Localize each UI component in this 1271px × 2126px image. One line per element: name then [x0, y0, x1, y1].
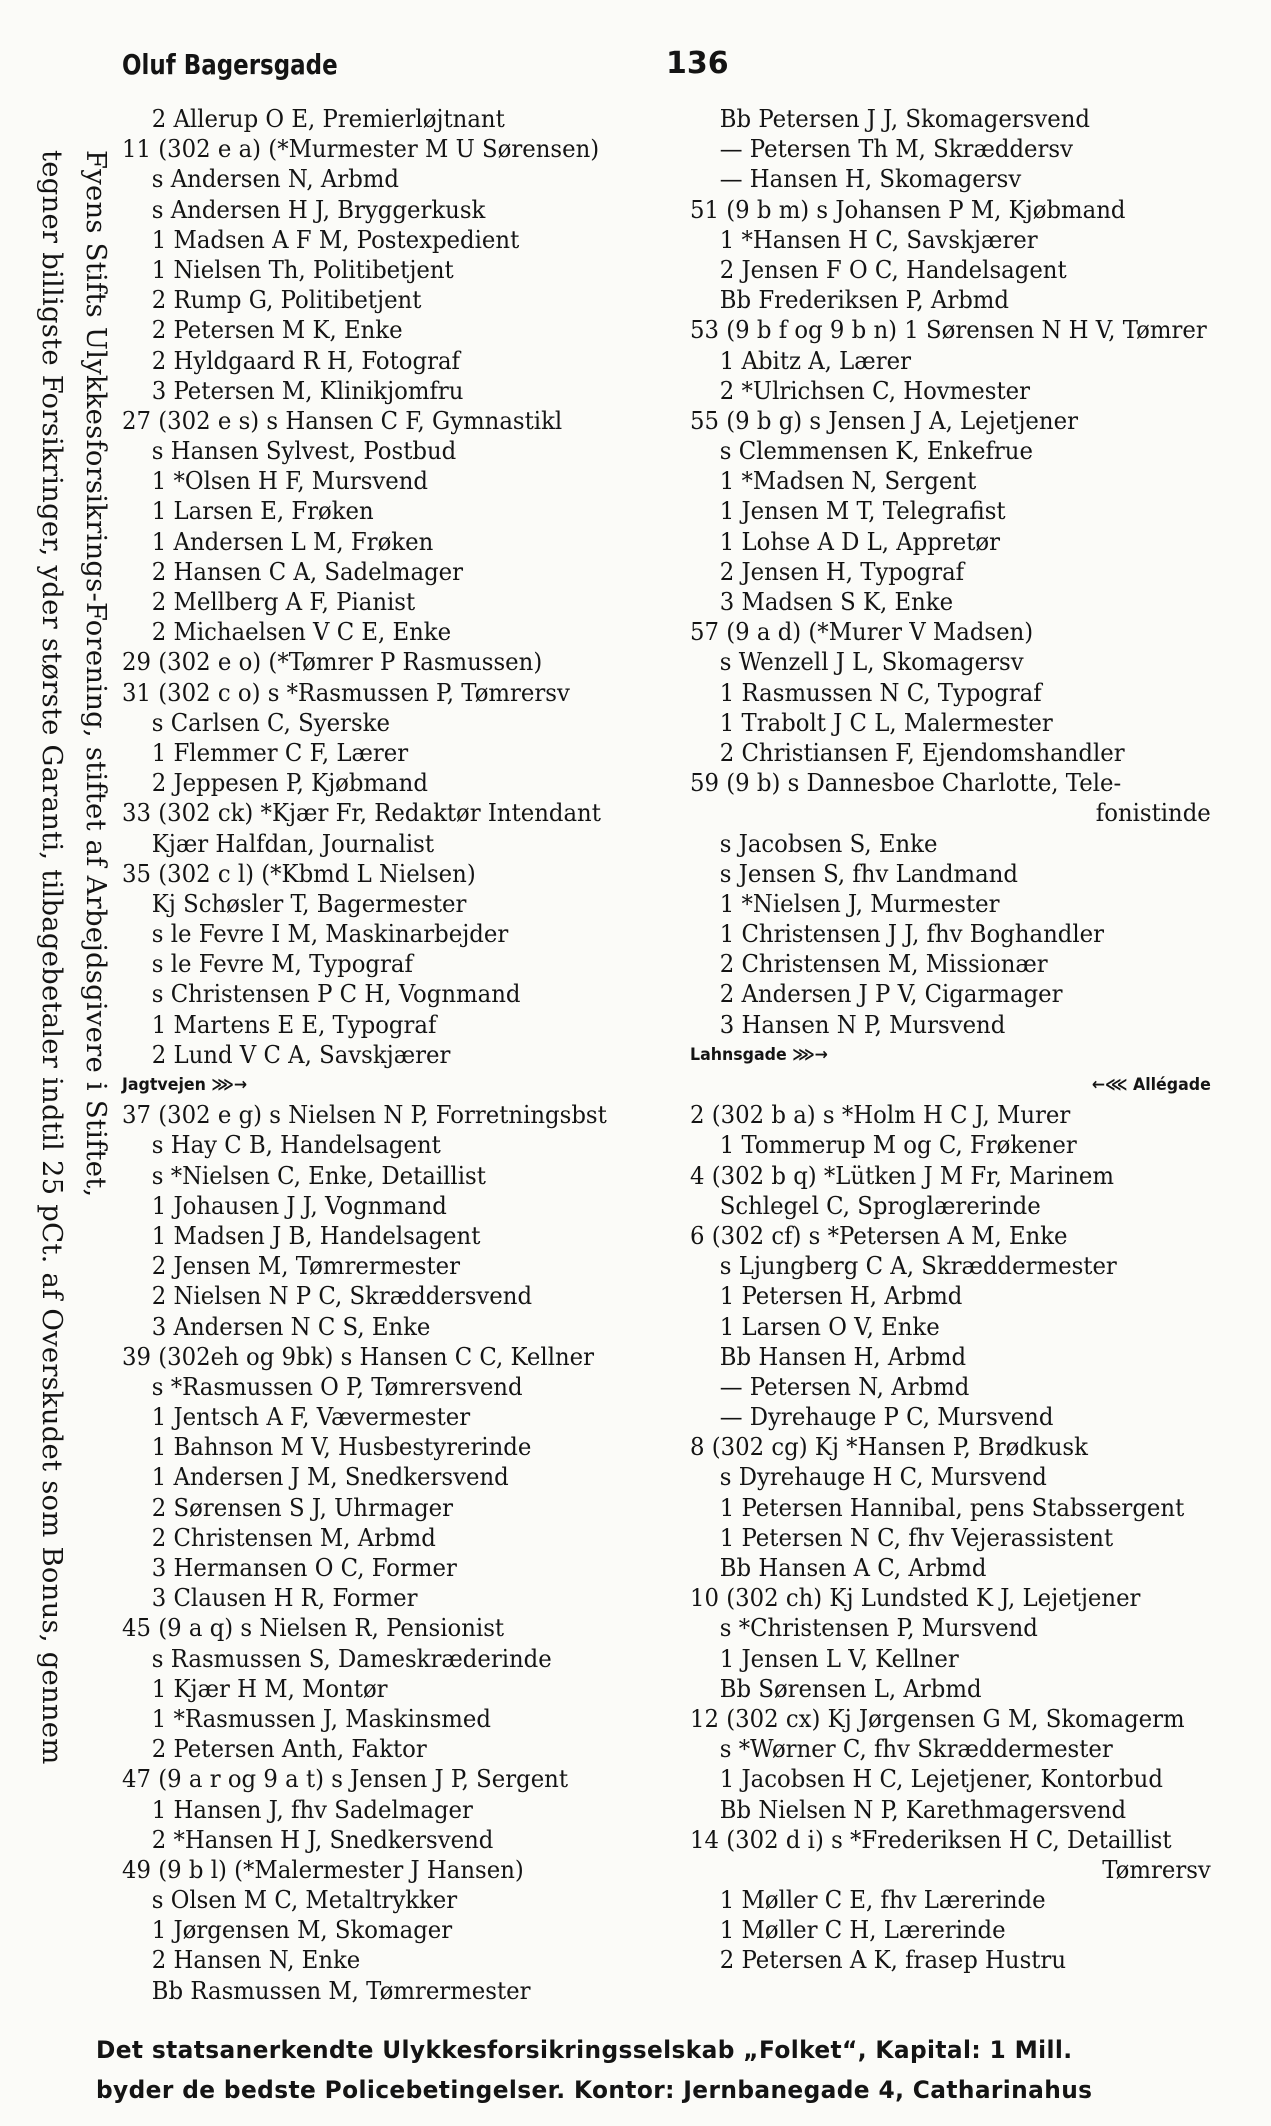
directory-entry: 2 Nielsen N P C, Skræddersvend — [151, 1281, 533, 1311]
directory-entry: 1 Lohse A D L, Appretør — [719, 526, 1001, 556]
directory-entry: s *Rasmussen O P, Tømrersvend — [151, 1371, 523, 1401]
directory-entry: 2 Hansen C A, Sadelmager — [151, 556, 464, 586]
directory-entry: 3 Clausen H R, Former — [151, 1583, 418, 1613]
directory-entry: 2 Christensen M, Missionær — [719, 949, 1048, 979]
directory-entry: s *Wørner C, fhv Skræddermester — [719, 1734, 1113, 1764]
directory-entry: Bb Nielsen N P, Karethmagersvend — [719, 1794, 1127, 1824]
directory-entry: 37 (302 e g) s Nielsen N P, Forretningsbst — [122, 1100, 607, 1130]
directory-entry: s Clemmensen K, Enkefrue — [719, 436, 1033, 466]
directory-entry: 1 Martens E E, Typograf — [151, 1009, 437, 1039]
directory-entry: 35 (302 c l) (*Kbmd L Nielsen) — [122, 858, 476, 888]
directory-entry: 2 Petersen A K, frasep Hustru — [719, 1945, 1067, 1975]
directory-entry: 1 Andersen J M, Snedkersvend — [151, 1462, 509, 1492]
directory-entry: 2 Jensen M, Tømrermester — [151, 1251, 461, 1281]
directory-entry: s Hansen Sylvest, Postbud — [151, 436, 457, 466]
directory-entry: 2 Jensen F O C, Handelsagent — [719, 254, 1067, 284]
directory-entry: 2 Hansen N, Enke — [151, 1945, 361, 1975]
directory-entry: 12 (302 cx) Kj Jørgensen G M, Skomagerm — [690, 1703, 1185, 1733]
directory-entry: 2 Allerup O E, Premierløjtnant — [151, 104, 505, 133]
directory-entry: 2 Hyldgaard R H, Fotograf — [151, 345, 460, 375]
directory-entry: 51 (9 b m) s Johansen P M, Kjøbmand — [690, 194, 1126, 224]
directory-entry: 4 (302 b q) *Lütken J M Fr, Marinem — [690, 1160, 1114, 1190]
directory-entry: s *Christensen P, Mursvend — [719, 1613, 1038, 1643]
directory-entry: 2 *Hansen H J, Snedkersvend — [151, 1824, 494, 1854]
directory-entry: Bb Sørensen L, Arbmd — [719, 1673, 982, 1703]
directory-entry: 1 Madsen A F M, Postexpedient — [151, 224, 520, 254]
directory-entry: 3 Hermansen O C, Former — [151, 1553, 457, 1582]
directory-entry: — Dyrehauge P C, Mursvend — [719, 1402, 1054, 1432]
bottom-advertisement — [96, 2030, 1271, 2110]
directory-entry: s Hay C B, Handelsagent — [151, 1130, 441, 1160]
directory-entry: — Petersen Th M, Skræddersv — [719, 134, 1073, 164]
side-ad-line-1: Fyens Stifts Ulykkesforsikrings-Forening, stiftet af Arbejdsgivere i Stiftet, — [80, 150, 112, 1198]
page-number: 136 — [666, 46, 729, 81]
directory-entry: 29 (302 e o) (*Tømrer P Rasmussen) — [122, 647, 543, 677]
directory-entry: 1 *Olsen H F, Mursvend — [151, 466, 429, 496]
directory-entry: s Wenzell J L, Skomagersv — [719, 647, 1024, 677]
directory-entry: 14 (302 d i) s *Frederiksen H C, Detaillist — [690, 1824, 1172, 1854]
directory-entry: 47 (9 a r og 9 a t) s Jensen J P, Sergent — [122, 1764, 569, 1794]
directory-entry: 59 (9 b) s Dannesboe Charlotte, Tele- — [690, 768, 1122, 798]
directory-entry: — Petersen N, Arbmd — [719, 1371, 970, 1401]
directory-entry: 1 Hansen J, fhv Sadelmager — [151, 1794, 473, 1824]
directory-entry: 2 Jensen H, Typograf — [719, 556, 965, 586]
left-column — [122, 104, 682, 2006]
directory-entry: 2 Sørensen S J, Uhrmager — [151, 1492, 454, 1522]
directory-entry: Kj Schøsler T, Bagermester — [151, 888, 467, 918]
directory-entry: 1 Trabolt J C L, Malermester — [719, 707, 1053, 737]
directory-entry: s Dyrehauge H C, Mursvend — [719, 1462, 1047, 1492]
directory-entry: 1 Larsen O V, Enke — [719, 1311, 940, 1341]
directory-entry: 11 (302 e a) (*Murmester M U Sørensen) — [122, 134, 600, 164]
directory-entry: Bb Petersen J J, Skomagersvend — [719, 104, 1091, 133]
directory-entry: s Andersen N, Arbmd — [151, 164, 399, 194]
directory-entry: s Carlsen C, Syerske — [151, 707, 390, 737]
directory-entry: Bb Hansen H, Arbmd — [719, 1341, 967, 1371]
directory-entry: 2 Petersen Anth, Faktor — [151, 1734, 427, 1764]
bottom-ad-line-1: Det statsanerkendte Ulykkesforsikringsselskab „Folket“, Kapital: 1 Mill. — [96, 2036, 1073, 2064]
directory-entry: 27 (302 e s) s Hansen C F, Gymnastikl — [122, 405, 563, 435]
directory-entry: 2 Petersen M K, Enke — [151, 315, 403, 345]
cross-street-marker: Lahnsgade ⋙→ — [690, 1044, 828, 1065]
directory-entry: 1 *Nielsen J, Murmester — [719, 888, 1000, 918]
directory-entry: 1 Jacobsen H C, Lejetjener, Kontorbud — [719, 1764, 1163, 1794]
directory-entry: 31 (302 c o) s *Rasmussen P, Tømrersv — [122, 677, 570, 707]
directory-entry: 3 Hansen N P, Mursvend — [719, 1009, 1006, 1039]
directory-entry: 1 Kjær H M, Montør — [151, 1673, 388, 1703]
street-heading: Oluf Bagersgade — [122, 48, 338, 81]
directory-entry: Schlegel C, Sproglærerinde — [719, 1190, 1041, 1220]
directory-entry: Bb Frederiksen P, Arbmd — [719, 285, 1009, 315]
directory-entry: 1 Møller C H, Lærerinde — [719, 1915, 1006, 1945]
directory-entry: s Christensen P C H, Vognmand — [151, 979, 521, 1009]
directory-entry: 1 Madsen J B, Handelsagent — [151, 1220, 481, 1250]
directory-entry: 1 Jensen M T, Telegrafist — [719, 496, 1006, 526]
directory-entry: 1 Jørgensen M, Skomager — [151, 1915, 453, 1945]
directory-entry: 1 Jensen L V, Kellner — [719, 1643, 959, 1673]
right-column — [690, 104, 1250, 1976]
directory-entry: 1 *Rasmussen J, Maskinsmed — [151, 1703, 491, 1733]
directory-entry: 3 Petersen M, Klinikjomfru — [151, 375, 464, 405]
directory-entry: 8 (302 cg) Kj *Hansen P, Brødkusk — [690, 1432, 1088, 1462]
directory-entry: 10 (302 ch) Kj Lundsted K J, Lejetjener — [690, 1583, 1141, 1613]
directory-entry: s Ljungberg C A, Skræddermester — [719, 1251, 1117, 1281]
directory-entry: 1 Nielsen Th, Politibetjent — [151, 254, 454, 284]
directory-entry: 57 (9 a d) (*Murer V Madsen) — [690, 617, 1034, 647]
directory-entry: 6 (302 cf) s *Petersen A M, Enke — [690, 1220, 1068, 1250]
directory-entry: 1 Abitz A, Lærer — [719, 345, 911, 375]
directory-entry: 2 Christensen M, Arbmd — [151, 1522, 436, 1552]
directory-entry: Kjær Halfdan, Journalist — [151, 828, 435, 858]
directory-entry: 1 Christensen J J, fhv Boghandler — [719, 919, 1105, 949]
directory-entry: 3 Andersen N C S, Enke — [151, 1311, 431, 1341]
directory-entry: 55 (9 b g) s Jensen J A, Lejetjener — [690, 405, 1078, 435]
directory-entry: 1 Møller C E, fhv Lærerinde — [719, 1885, 1046, 1915]
directory-entry: s Olsen M C, Metaltrykker — [151, 1885, 458, 1915]
directory-entry: 2 Mellberg A F, Pianist — [151, 587, 416, 616]
directory-entry: 33 (302 ck) *Kjær Fr, Redaktør Intendant — [122, 798, 601, 828]
directory-entry: 2 (302 b a) s *Holm H C J, Murer — [690, 1100, 1071, 1130]
directory-entry: 1 Rasmussen N C, Typograf — [719, 677, 1042, 707]
directory-entry: 1 Jentsch A F, Vævermester — [151, 1402, 471, 1432]
directory-entry: 1 Petersen H, Arbmd — [719, 1281, 963, 1311]
directory-entry: 49 (9 b l) (*Malermester J Hansen) — [122, 1854, 524, 1884]
cross-street-marker: ←⋘ Allégade — [1091, 1075, 1211, 1095]
directory-entry: 1 Flemmer C F, Lærer — [151, 737, 409, 767]
directory-entry: 1 Petersen Hannibal, pens Stabssergent — [719, 1492, 1185, 1522]
side-ad-line-2: tegner billigste Forsikringer, yder største Garanti, tilbagebetaler indtil 25 pCt. af Overskudet som Bonus, gennem — [36, 150, 68, 1765]
directory-entry: — Hansen H, Skomagersv — [719, 164, 1022, 194]
directory-entry: 2 Christiansen F, Ejendomshandler — [719, 737, 1125, 767]
directory-entry: s Andersen H J, Bryggerkusk — [151, 194, 486, 224]
directory-entry: fonistinde — [1095, 798, 1211, 828]
directory-entry: s *Nielsen C, Enke, Detaillist — [151, 1160, 486, 1190]
directory-entry: 2 Jeppesen P, Kjøbmand — [151, 768, 428, 798]
directory-entry: s Jacobsen S, Enke — [719, 828, 938, 858]
side-advertisement — [22, 150, 118, 2030]
cross-street-marker: Jagtvejen ⋙→ — [122, 1075, 248, 1095]
directory-entry: 2 *Ulrichsen C, Hovmester — [719, 375, 1030, 405]
directory-entry: 45 (9 a q) s Nielsen R, Pensionist — [122, 1613, 505, 1643]
directory-entry: 1 Andersen L M, Frøken — [151, 526, 434, 556]
directory-entry: 2 Rump G, Politibetjent — [151, 285, 422, 315]
directory-entry: s le Fevre I M, Maskinarbejder — [151, 919, 509, 949]
directory-entry: s le Fevre M, Typograf — [151, 949, 413, 979]
directory-entry: 1 Johausen J J, Vognmand — [151, 1190, 447, 1220]
directory-entry: 53 (9 b f og 9 b n) 1 Sørensen N H V, Tømrer — [690, 315, 1207, 345]
directory-entry: s Rasmussen S, Dameskræderinde — [151, 1643, 552, 1673]
directory-entry: s Jensen S, fhv Landmand — [719, 858, 1019, 888]
directory-entry: 1 Bahnson M V, Husbestyrerinde — [151, 1432, 532, 1462]
directory-entry: 2 Lund V C A, Savskjærer — [151, 1039, 451, 1069]
directory-entry: 1 Petersen N C, fhv Vejerassistent — [719, 1522, 1114, 1552]
directory-entry: 39 (302eh og 9bk) s Hansen C C, Kellner — [122, 1341, 595, 1371]
directory-entry: Tømrersv — [1102, 1854, 1211, 1884]
directory-entry: 2 Andersen J P V, Cigarmager — [719, 979, 1063, 1009]
directory-entry: 2 Michaelsen V C E, Enke — [151, 617, 452, 647]
directory-entry: Bb Rasmussen M, Tømrermester — [151, 1975, 531, 2005]
bottom-ad-line-2: byder de bedste Policebetingelser. Kontor: Jernbanegade 4, Catharinahus — [96, 2076, 1093, 2104]
directory-entry: 1 Tommerup M og C, Frøkener — [719, 1130, 1077, 1160]
directory-entry: 1 *Madsen N, Sergent — [719, 466, 977, 496]
directory-entry: 1 Larsen E, Frøken — [151, 496, 374, 526]
directory-entry: 1 *Hansen H C, Savskjærer — [719, 224, 1038, 254]
directory-entry: 3 Madsen S K, Enke — [719, 587, 954, 616]
directory-entry: Bb Hansen A C, Arbmd — [719, 1553, 987, 1582]
